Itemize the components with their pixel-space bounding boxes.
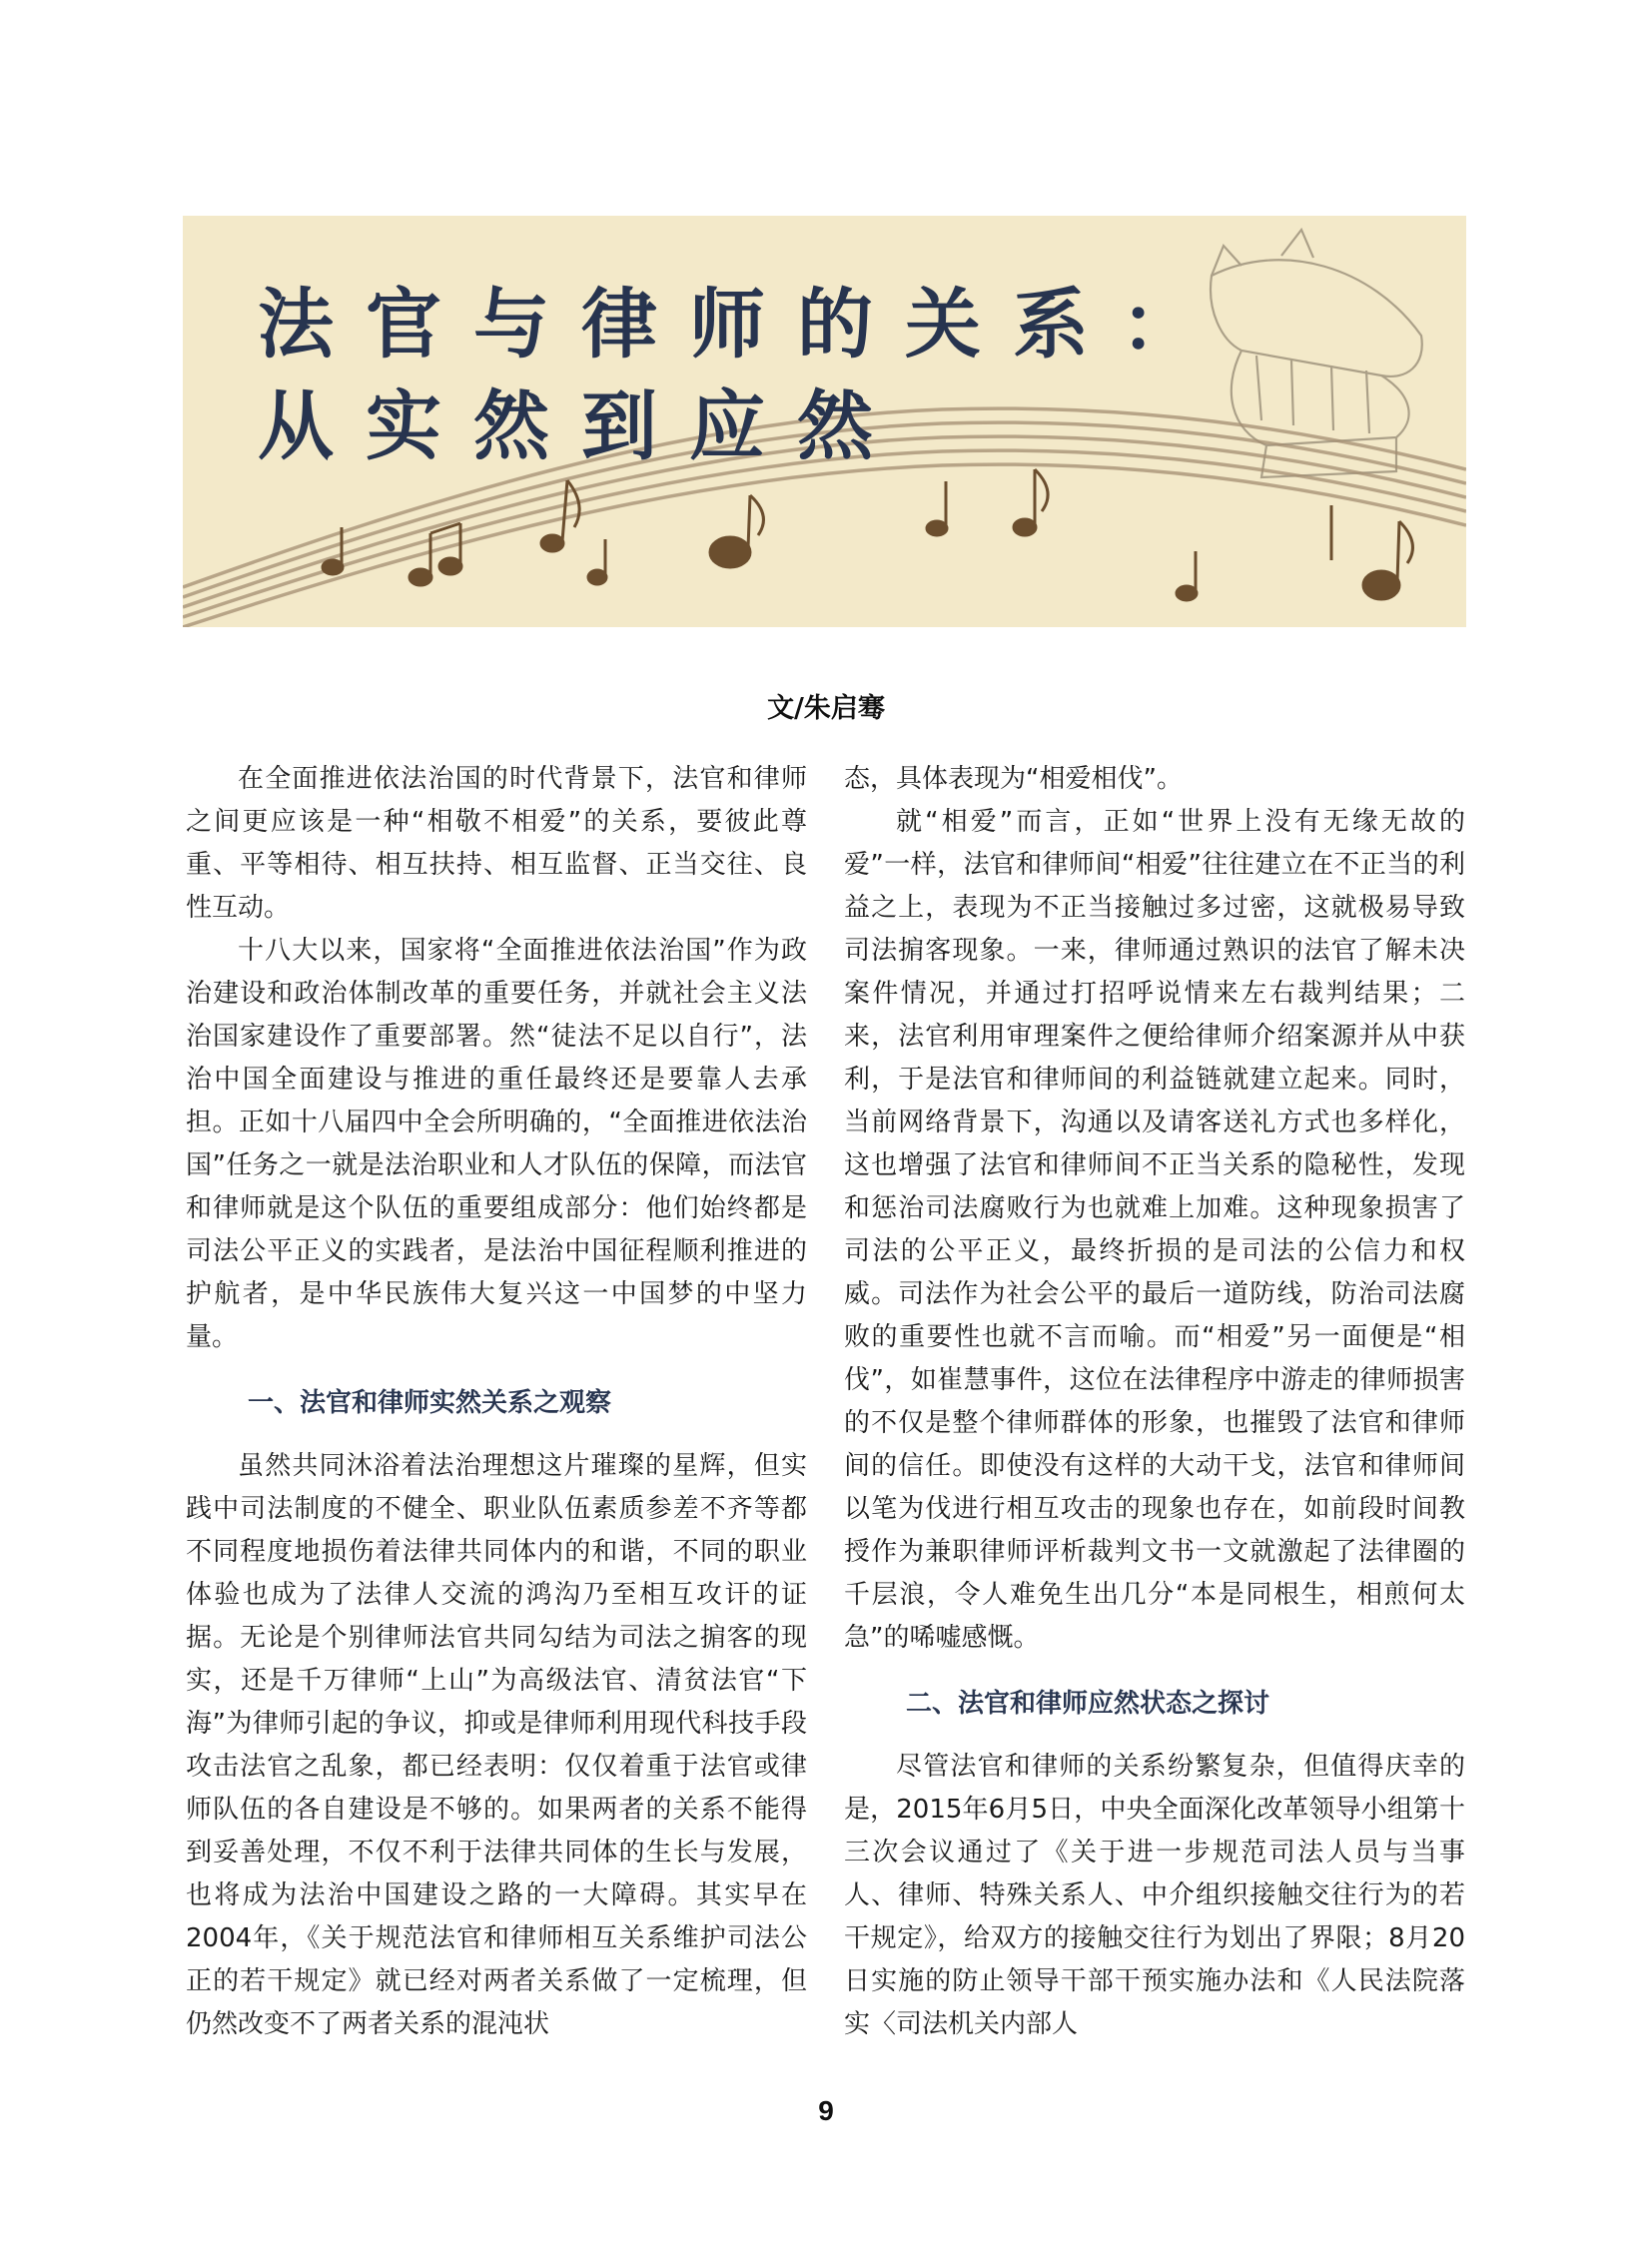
right-text-column — [844, 758, 1465, 2046]
paragraph: 在全面推进依法治国的时代背景下，法官和律师之间更应该是一种“相敬不相爱”的关系，要彼此尊重、平等相待、相互扶持、相互监督、正当交往、良性互动。 — [186, 764, 807, 923]
paragraph: 态，具体表现为“相爱相伐”。 — [844, 764, 1183, 794]
article-title-line1: 法官与律师的关系： — [258, 280, 1229, 369]
section-heading-1: 一、法官和律师实然关系之观察 — [248, 1388, 612, 1418]
page-number: 9 — [818, 2095, 834, 2126]
title-banner — [183, 216, 1466, 627]
section-heading-2: 二、法官和律师应然状态之探讨 — [906, 1689, 1270, 1719]
paragraph: 尽管法官和律师的关系纷繁复杂，但值得庆幸的是，2015年6月5日，中央全面深化改革领导小组第十三次会议通过了《关于进一步规范司法人员与当事人、律师、特殊关系人、中介组织接触交往行为的若干规定》，给双方的接触交往行为划出了界限；8月20日实施的防止领导干部干预实施办法和《人民法院落实〈司法机关内部人 — [844, 1752, 1465, 2039]
author-byline: 文/朱启骞 — [767, 693, 885, 724]
paragraph: 十八大以来，国家将“全面推进依法治国”作为政治建设和政治体制改革的重要任务，并就社会主义法治国家建设作了重要部署。然“徒法不足以自行”，法治中国全面建设与推进的重任最终还是要靠人去承担。正如十八届四中全会所明确的，“全面推进依法治国”任务之一就是法治职业和人才队伍的保障，而法官和律师就是这个队伍的重要组成部分：他们始终都是司法公平正义的实践者，是法治中国征程顺利推进的护航者，是中华民族伟大复兴这一中国梦的中坚力量。 — [186, 936, 807, 1352]
paragraph: 虽然共同沐浴着法治理想这片璀璨的星辉，但实践中司法制度的不健全、职业队伍素质参差不齐等都不同程度地损伤着法律共同体内的和谐，不同的职业体验也成为了法律人交流的鸿沟乃至相互攻讦的证据。无论是个别律师法官共同勾结为司法之掮客的现实，还是千万律师“上山”为高级法官、清贫法官“下海”为律师引起的争议，抑或是律师利用现代科技手段攻击法官之乱象，都已经表明：仅仅着重于法官或律师队伍的各自建设是不够的。如果两者的关系不能得到妥善处理，不仅不利于法律共同体的生长与发展，也将成为法治中国建设之路的一大障碍。其实早在2004年，《关于规范法官和律师相互关系维护司法公正的若干规定》就已经对两者关系做了一定梳理，但仍然改变不了两者关系的混沌状 — [186, 1451, 807, 2039]
paragraph: 就“相爱”而言，正如“世界上没有无缘无故的爱”一样，法官和律师间“相爱”往往建立在不正当的利益之上，表现为不正当接触过多过密，这就极易导致司法掮客现象。一来，律师通过熟识的法官了解未决案件情况，并通过打招呼说情来左右裁判结果；二来，法官利用审理案件之便给律师介绍案源并从中获利，于是法官和律师间的利益链就建立起来。同时，当前网络背景下，沟通以及请客送礼方式也多样化，这也增强了法官和律师间不正当关系的隐秘性，发现和惩治司法腐败行为也就难上加难。这种现象损害了司法的公平正义，最终折损的是司法的公信力和权威。司法作为社会公平的最后一道防线，防治司法腐败的重要性也就不言而喻。而“相爱”另一面便是“相伐”，如崔慧事件，这位在法律程序中游走的律师损害的不仅是整个律师群体的形象，也摧毁了法官和律师间的信任。即使没有这样的大动干戈，法官和律师间以笔为伐进行相互攻击的现象也存在，如前段时间教授作为兼职律师评析裁判文书一文就激起了法律圈的千层浪，令人难免生出几分“本是同根生，相煎何太急”的唏嘘感慨。 — [844, 807, 1465, 1653]
left-text-column — [186, 758, 807, 2046]
article-title-line2: 从实然到应然 — [258, 381, 905, 470]
